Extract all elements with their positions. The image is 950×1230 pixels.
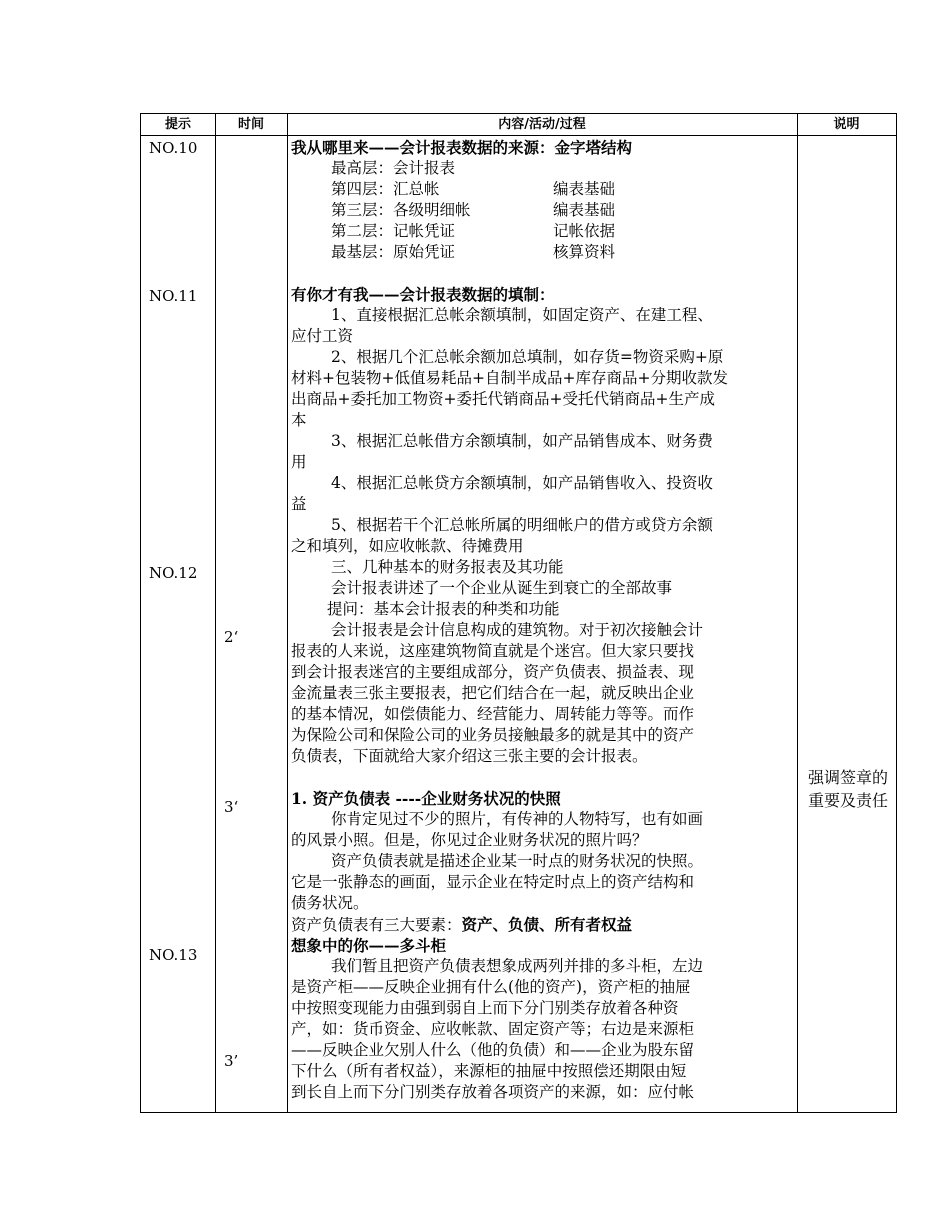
header-prompt: 提示 [164,117,191,132]
prompt-no10: NO.10 [149,139,198,157]
paragraph-line: 的风景小照。但是，你见过企业财务状况的照片吗？ [291,831,648,849]
paragraph-line: 1、直接根据汇总帐余额填制，如固定资产、在建工程、 [331,306,713,324]
pyramid-level: 第二层：记帐凭证 [331,222,456,240]
pyramid-level: 第三层：各级明细帐 [331,201,471,219]
paragraph-line: 负债表，下面就给大家介绍这三张主要的会计报表。 [291,747,648,765]
paragraph-line: 应付工资 [291,327,354,345]
elements-bold: 资产、负债、所有者权益 [461,915,633,934]
paragraph-line: 的基本情况，如偿债能力、经营能力、周转能力等等。而作 [291,705,695,723]
pyramid-level: 第四层：汇总帐 [331,180,440,198]
paragraph-line: 用 [291,453,307,471]
section-title-balance-sheet: 1. 资产负债表 ----企业财务状况的快照 [291,789,561,808]
pyramid-desc: 编表基础 [553,180,616,198]
header-divider [141,135,896,136]
paragraph-line: 债务状况。 [291,894,369,912]
time-3: 3’ [224,1052,239,1070]
column-divider [287,114,288,1112]
paragraph-line: 会计报表是会计信息构成的建筑物。对于初次接触会计 [331,621,704,639]
time-1: 2‘ [224,628,239,646]
content-column [291,137,785,1103]
paragraph-line: 中按照变现能力由强到弱自上而下分门别类存放着各种资 [291,999,679,1017]
pyramid-desc: 核算资料 [553,243,616,261]
paragraph-line: 益 [291,495,307,513]
lesson-table [140,113,897,1113]
paragraph-line: 2、根据几个汇总帐余额加总填制，如存货=物资采购+原 [331,348,724,366]
paragraph-line: 到长自上而下分门别类存放着各项资产的来源，如：应付帐 [291,1083,695,1101]
paragraph-line: 4、根据汇总帐贷方余额填制，如产品销售收入、投资收 [331,474,713,492]
paragraph-line: 报表的人来说，这座建筑物简直就是个迷宫。但大家只要找 [291,642,695,660]
pyramid-row [291,221,785,242]
column-divider [215,114,216,1112]
paragraph-line: 到会计报表迷宫的主要组成部分，资产负债表、损益表、现 [291,663,695,681]
pyramid-row [291,158,785,179]
paragraph-line: 之和填列，如应收帐款、待摊费用 [291,537,524,555]
paragraph-line: 资产负债表就是描述企业某一时点的财务状况的快照。 [331,852,704,870]
paragraph-line: 下什么（所有者权益），来源柜的抽屉中按照偿还期限由短 [291,1062,687,1080]
pyramid-desc: 记帐依据 [553,222,616,240]
section-title-source: 我从哪里来——会计报表数据的来源：金字塔结构 [291,138,633,157]
pyramid-row [291,242,785,263]
paragraph-line [291,914,785,935]
prompt-no11: NO.11 [149,287,198,305]
section-title-cabinet: 想象中的你——多斗柜 [291,936,447,955]
prompt-no13: NO.13 [149,946,198,964]
paragraph-line: 5、根据若干个汇总帐所属的明细帐户的借方或贷方余额 [331,516,713,534]
paragraph-line: 材料+包装物+低值易耗品+自制半成品+库存商品+分期收款发 [291,369,728,387]
pyramid-row [291,179,785,200]
prompt-no12: NO.12 [149,564,198,582]
paragraph-line: ——反映企业欠别人什么（他的负债）和——企业为股东留 [291,1041,695,1059]
paragraph-line: 你肯定见过不少的照片，有传神的人物特写，也有如画 [331,810,704,828]
header-note: 说明 [833,117,860,132]
pyramid-level: 最基层：原始凭证 [331,243,456,261]
paragraph-line: 本 [291,411,307,429]
paragraph-line: 会计报表讲述了一个企业从诞生到衰亡的全部故事 [331,579,673,597]
section-title-fill: 有你才有我——会计报表数据的填制： [291,285,555,304]
time-2: 3‘ [224,798,239,816]
paragraph-line: 金流量表三张主要报表，把它们结合在一起，就反映出企业 [291,684,695,702]
paragraph-line: 产，如：货币资金、应收帐款、固定资产等；右边是来源柜 [291,1020,695,1038]
paragraph-line: 出商品+委托加工物资+委托代销商品+受托代销商品+生产成 [291,390,715,408]
paragraph-line: 我们暂且把资产负债表想象成两列并排的多斗柜，左边 [331,957,704,975]
pyramid-desc: 编表基础 [553,201,616,219]
header-content: 内容/活动/过程 [498,117,586,132]
paragraph-line: 为保险公司和保险公司的业务员接触最多的就是其中的资产 [291,726,695,744]
paragraph-line: 提问：基本会计报表的种类和功能 [327,600,560,618]
note-text: 强调签章的重要及责任 [808,768,889,810]
header-time: 时间 [237,117,264,132]
paragraph-line: 是资产柜——反映企业拥有什么(他的资产)，资产柜的抽屉 [291,978,691,996]
paragraph-line: 3、根据汇总帐借方余额填制，如产品销售成本、财务费 [331,432,713,450]
elements-prefix: 资产负债表有三大要素： [291,916,462,934]
pyramid-level: 最高层：会计报表 [331,159,456,177]
paragraph-line: 三、几种基本的财务报表及其功能 [331,558,564,576]
paragraph-line: 它是一张静态的画面，显示企业在特定时点上的资产结构和 [291,873,695,891]
column-divider [797,114,798,1112]
pyramid-row [291,200,785,221]
